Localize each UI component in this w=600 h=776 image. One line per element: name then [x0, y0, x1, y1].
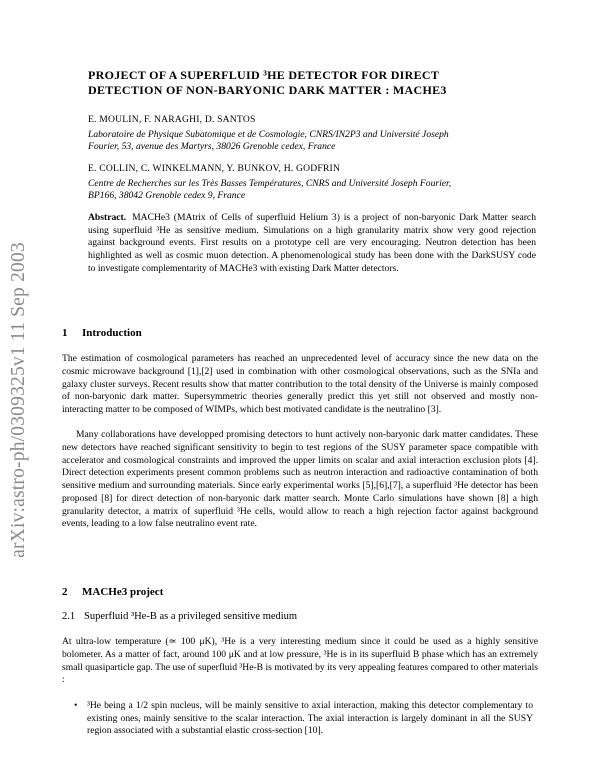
section-1-number: 1 [62, 327, 68, 339]
author-block-2 [88, 163, 548, 203]
affiliation-1-line-2: Fourier, 53, avenue des Martyrs, 38026 Grenoble cedex, France [88, 141, 336, 152]
abstract-label: Abstract. [88, 212, 127, 223]
bullet-text-1: ³He being a 1/2 spin nucleus, will be mainly sensitive to axial interaction, making this detector complementary to existing ones, mainly sensitive to the scalar interaction. The axial interaction is largely dominant in all the SUSY region associated with a substantial elastic cross-section [10]. [87, 700, 533, 737]
affiliation-2-line-1: Centre de Recherches sur les Très Basses Températures, CNRS and Université Joseph Fourier, [88, 177, 452, 189]
bullet-symbol: • [74, 700, 78, 711]
subsection-2-1-title: Superfluid ³He-B as a privileged sensitive medium [84, 611, 298, 622]
arxiv-stamp: arXiv:astro-ph/0309325v1 11 Sep 2003 [8, 242, 29, 558]
paper-title [88, 68, 528, 98]
section-2-title: MACHe3 project [82, 586, 164, 598]
authors-1: E. MOULIN, F. NARAGHI, D. SANTOS [88, 114, 256, 125]
subsection-2-1-heading [62, 611, 297, 622]
abstract [88, 212, 536, 276]
intro-paragraph-2: Many collaborations have developped promising detectors to hunt actively non-baryonic dark matter candidates. These new detectors have reached significant sensitivity to begin to test regions of the SUSY parameter space compatible with accelerator and cosmological constraints and improved the upper limits on scalar and axial interaction exclusion plots [4]. Direct detection experiments present common problems such as neutron interaction and radioactive contamination of both sensitive medium and surrounding materials. Since early experimental works [5],[6],[7], a superfluid ³He detector has been proposed [8] for direct detection of non-baryonic dark matter search. Monte Carlo simulations have shown [8] a high granularity detector, a matrix of superfluid ³He cells, would allow to reach a high rejection factor against background events, leading to a low false neutralino event rate. [62, 429, 538, 530]
authors-2: E. COLLIN, C. WINKELMANN, Y. BUNKOV, H. GODFRIN [88, 163, 341, 174]
affiliation-1-line-1: Laboratoire de Physique Subatomique et de Cosmologie, CNRS/IN2P3 and Université Joseph [88, 128, 449, 140]
section-2-number: 2 [62, 586, 68, 598]
intro-paragraph-1: The estimation of cosmological parameters has reached an unprecedented level of accuracy since the new data on the cosmic microwave background [1],[2] used in combination with other cosmological observations, such as the SNIa and galaxy cluster surveys. Recent results show that matter contribution to the total density of the Universe is mainly composed of non-baryonic dark matter. Supersymmetric theories generally predict this yet still not observed and mostly non-interacting matter to be composed of WIMPs, which best motivated candidate is the neutralino [3]. [62, 353, 538, 415]
affiliation-2-line-2: BP166, 38042 Grenoble cedex 9, France [88, 190, 246, 201]
section-2-paragraph-1: At ultra-low temperature (≃ 100 μK), ³He is a very interesting medium since it could be used as a highly sensitive bolometer. As a matter of fact, around 100 μK and at low pressure, ³He is in its superfluid B phase which has an extremely small quasiparticle gap. The use of superfluid ³He-B is motivated by its very appealing features compared to other materials : [62, 636, 538, 686]
section-2-heading [62, 586, 163, 598]
author-block-1 [88, 114, 548, 154]
bullet-item-1 [75, 700, 533, 738]
title-line-1: PROJECT OF A SUPERFLUID ³HE DETECTOR FOR DIRECT [88, 68, 440, 82]
abstract-text: MACHe3 (MAtrix of Cells of superfluid Helium 3) is a project of non-baryonic Dark Matter search using superfluid ³He as sensitive medium. Simulations on a high granularity matrix show very good rejection against background events. First results on a prototype cell are very encouraging. Neutron detection has been highlighted as well as cosmic muon detection. A phenomenological study has been done with the DarkSUSY code to investigate complementarity of MACHe3 with existing Dark Matter detectors. [88, 212, 536, 274]
subsection-2-1-number: 2.1 [62, 611, 76, 622]
title-line-2: DETECTION OF NON-BARYONIC DARK MATTER : MACHE3 [88, 83, 447, 97]
section-1-heading [62, 327, 142, 339]
section-1-title: Introduction [82, 327, 142, 339]
